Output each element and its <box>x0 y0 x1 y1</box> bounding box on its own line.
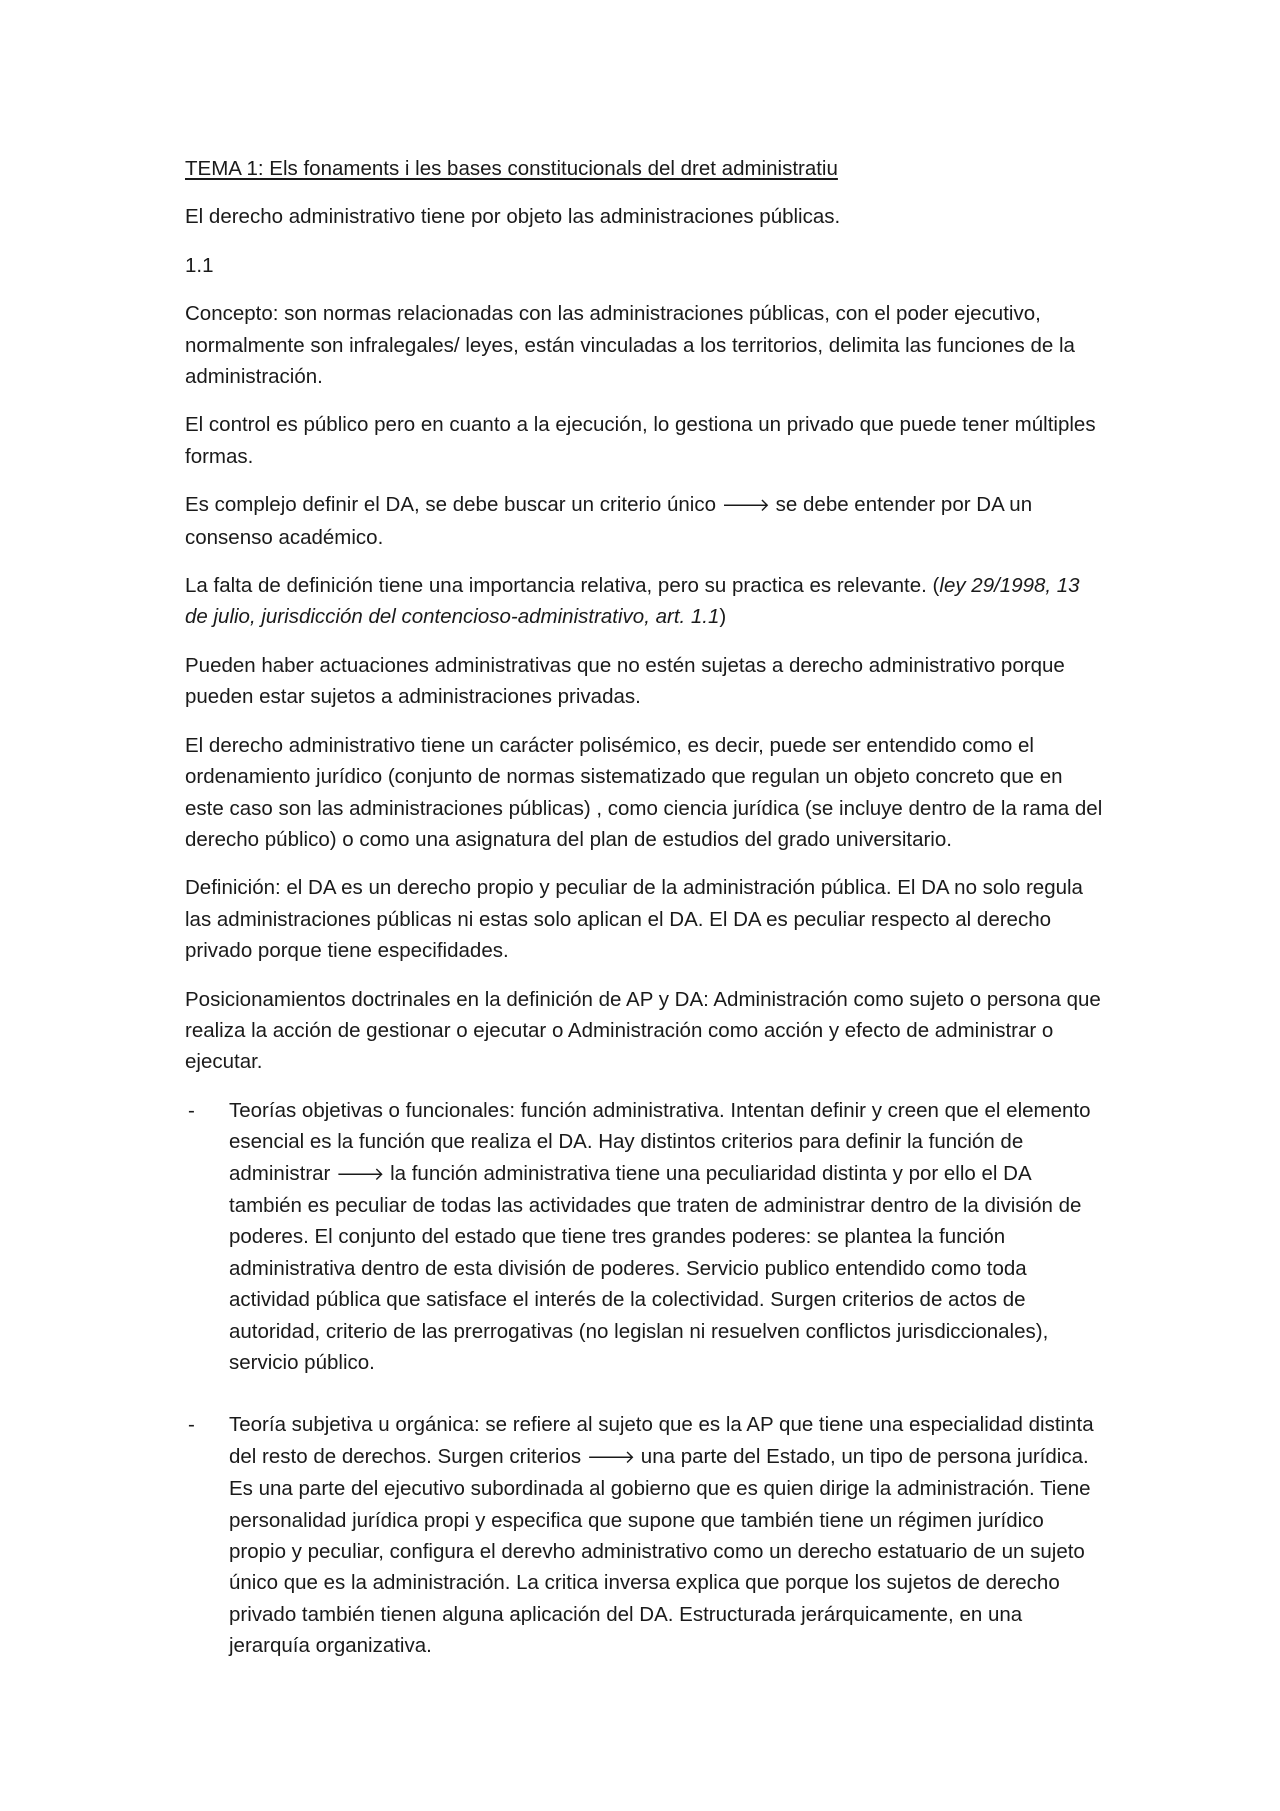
dash-marker: - <box>188 1098 195 1122</box>
text-run: ) <box>719 605 727 629</box>
paragraph-complejo <box>185 489 1105 553</box>
dash-marker: - <box>188 1413 195 1437</box>
paragraph-control: El control es público pero en cuanto a la ejecución, lo gestiona un privado que puede tener múltiples formas. <box>185 413 1096 468</box>
paragraph-falta-definicion <box>185 570 1105 633</box>
text-run: una parte del Estado, un tipo de persona jurídica. Es una parte del ejecutivo subordinada al gobierno que es quien dirige la administración. Tiene personalidad jurídica propi y especifica que supone que también tiene un régimen jurídico propio y peculiar, configura el derevho administrativo como un derecho estatuario de un sujeto único que es la administración. La critica inversa explica que porque los sujetos de derecho privado también tienen alguna aplicación del DA. Estructurada jerárquicamente, en una jerarquía organizativa. <box>229 1444 1091 1658</box>
list-item-subjetiva <box>185 1409 1105 1661</box>
paragraph-intro: El derecho administrativo tiene por objeto las administraciones públicas. <box>185 205 841 229</box>
document-title: TEMA 1: Els fonaments i les bases constitucionals del dret administratiu <box>185 157 838 180</box>
text-run: Teoría subjetiva u orgánica: se refiere al sujeto que es la AP que tiene una especialidad distinta del resto de derechos. Surgen criterios <box>229 1413 1094 1468</box>
arrow-right-icon: 🡒 <box>336 1163 385 1185</box>
arrow-right-icon: 🡒 <box>721 495 770 517</box>
list-item-objetivas <box>185 1095 1105 1379</box>
text-run: La falta de definición tiene una importancia relativa, pero su practica es relevante. ( <box>185 574 940 598</box>
text-run: se debe entender por DA un consenso académico. <box>185 493 1033 549</box>
law-reference: ley 29/1998, 13 de julio, jurisdicción del contencioso-administrativo, art. 1.1 <box>185 574 1080 629</box>
section-number: 1.1 <box>185 253 214 277</box>
paragraph-polisemico: El derecho administrativo tiene un carácter polisémico, es decir, puede ser entendido como el ordenamiento jurídico (conjunto de normas sistematizado que regulan un objeto concreto que en este caso son las administraciones públicas) , como ciencia jurídica (se incluye dentro de la rama del derecho público) o como una asignatura del plan de estudios del grado universitario. <box>185 733 1103 851</box>
text-run: Teorías objetivas o funcionales: función administrativa. Intentan definir y creen que el elemento esencial es la función que realiza el DA. Hay distintos criterios para definir la función de administrar <box>229 1098 1091 1185</box>
paragraph-definicion: Definición: el DA es un derecho propio y peculiar de la administración pública. El DA no solo regula las administraciones públicas ni estas solo aplican el DA. El DA es peculiar respecto al derecho privado porque tiene especifidades. <box>185 876 1083 963</box>
text-run: la función administrativa tiene una peculiaridad distinta y por ello el DA también es peculiar de todas las actividades que traten de administrar dentro de la división de poderes. El conjunto del estado que tiene tres grandes poderes: se plantea la función administrativa dentro de esta división de poderes. Servicio publico entendido como toda actividad pública que satisface el interés de la colectividad. Surgen criterios de actos de autoridad, criterio de las prerrogativas (no legislan ni resuelven conflictos jurisdiccionales), servicio público. <box>229 1161 1082 1374</box>
document-page <box>185 153 1105 1693</box>
theories-list <box>185 1095 1105 1662</box>
arrow-right-icon: 🡒 <box>586 1446 636 1468</box>
text-run: Es complejo definir el DA, se debe buscar un criterio único <box>185 493 722 517</box>
paragraph-concepto: Concepto: son normas relacionadas con las administraciones públicas, con el poder ejecutivo, normalmente son infralegales/ leyes, están vinculadas a los territorios, delimita las funciones de la administración. <box>185 302 1075 389</box>
paragraph-posicionamientos: Posicionamientos doctrinales en la definición de AP y DA: Administración como sujeto o persona que realiza la acción de gestionar o ejecutar o Administración como acción y efecto de administrar o ejecutar. <box>185 987 1101 1074</box>
paragraph-actuaciones: Pueden haber actuaciones administrativas que no estén sujetas a derecho administrativo porque pueden estar sujetos a administraciones privadas. <box>185 653 1065 709</box>
